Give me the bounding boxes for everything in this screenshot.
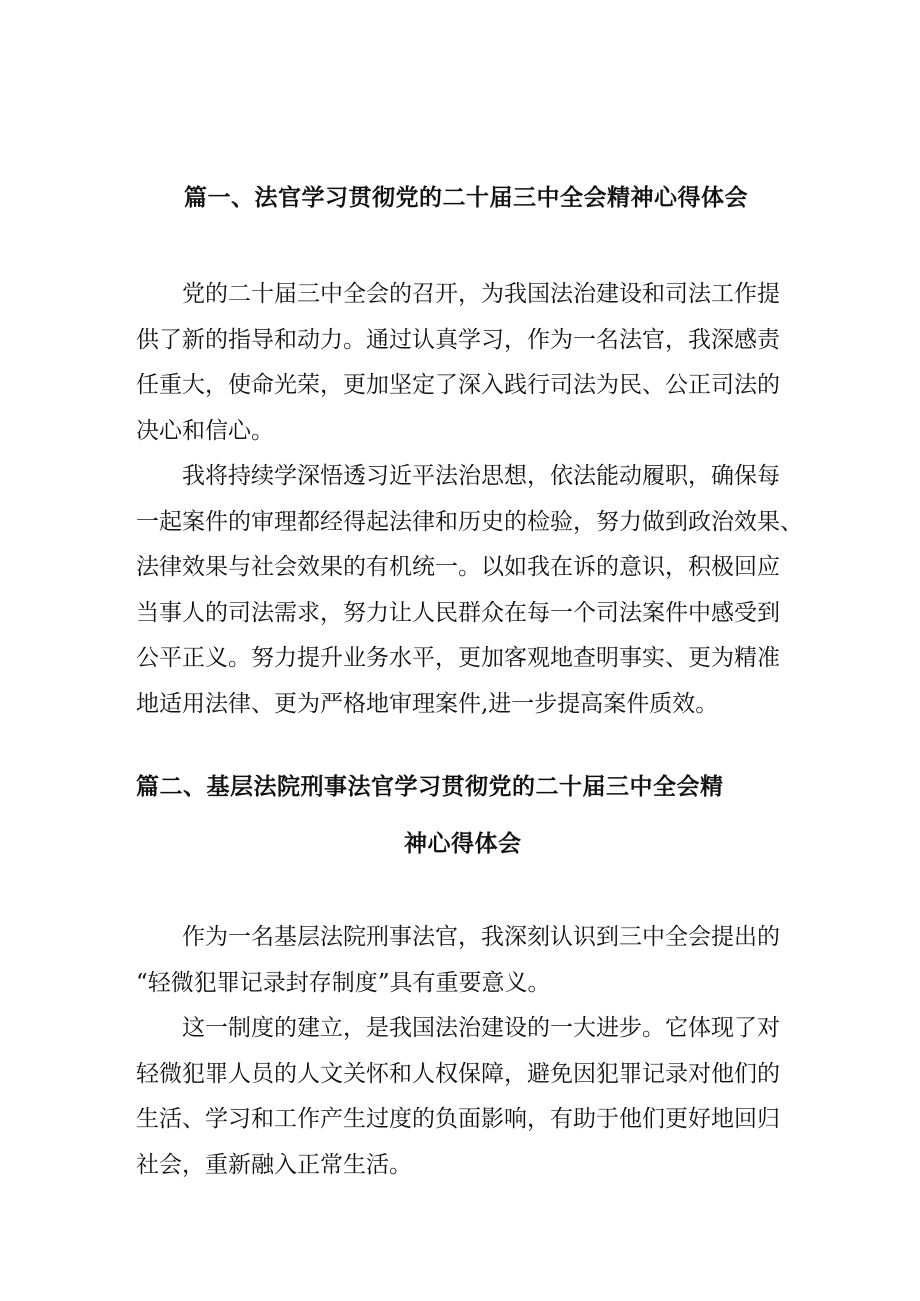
text-line: 任重大，使命光荣，更加坚定了深入践行司法为民、公正司法的 <box>136 372 780 398</box>
section2-paragraph-2 <box>136 1006 788 1188</box>
text-line: 生活、学习和工作产生过度的负面影响，有助于他们更好地回归 <box>136 1106 780 1132</box>
text-line: “轻微犯罪记录封存制度”具有重要意义。 <box>136 969 551 996</box>
text-line: 当事人的司法需求，努力让人民群众在每一个司法案件中感受到 <box>136 599 780 626</box>
section1-paragraph-2 <box>136 454 803 727</box>
text-line: 这一制度的建立，是我国法治建设的一大进步。它体现了对 <box>182 1015 780 1041</box>
section2-title-line2: 神心得体会 <box>404 831 522 857</box>
text-line: 一起案件的审理都经得起法律和历史的检验，努力做到政治效果、 <box>136 508 803 535</box>
section2-paragraph-1 <box>136 915 788 1006</box>
section2-title-line1: 篇二、基层法院刑事法官学习贯彻党的二十届三中全会精 <box>136 774 724 800</box>
text-line: 作为一名基层法院刑事法官，我深刻认识到三中全会提出的 <box>182 924 780 950</box>
text-line: 社会，重新融入正常生活。 <box>136 1151 412 1178</box>
section1-paragraph-1 <box>136 272 788 454</box>
text-line: 公平正义。努力提升业务水平，更加客观地查明事实、更为精准 <box>136 645 780 671</box>
text-line: 决心和信心。 <box>136 417 274 444</box>
text-line: 我将持续学深悟透习近平法治思想，依法能动履职，确保每 <box>182 463 780 489</box>
text-line: 地适用法律、更为严格地审理案件,进一步提高案件质效。 <box>136 690 719 717</box>
text-line: 法律效果与社会效果的有机统一。以如我在诉的意识，积极回应 <box>136 554 780 580</box>
text-line: 供了新的指导和动力。通过认真学习，作为一名法官，我深感责 <box>136 326 780 353</box>
text-line: 党的二十届三中全会的召开，为我国法治建设和司法工作提 <box>182 281 780 307</box>
text-line: 轻微犯罪人员的人文关怀和人权保障，避免因犯罪记录对他们的 <box>136 1060 780 1087</box>
section1-title: 篇一、法官学习贯彻党的二十届三中全会精神心得体会 <box>184 185 748 211</box>
